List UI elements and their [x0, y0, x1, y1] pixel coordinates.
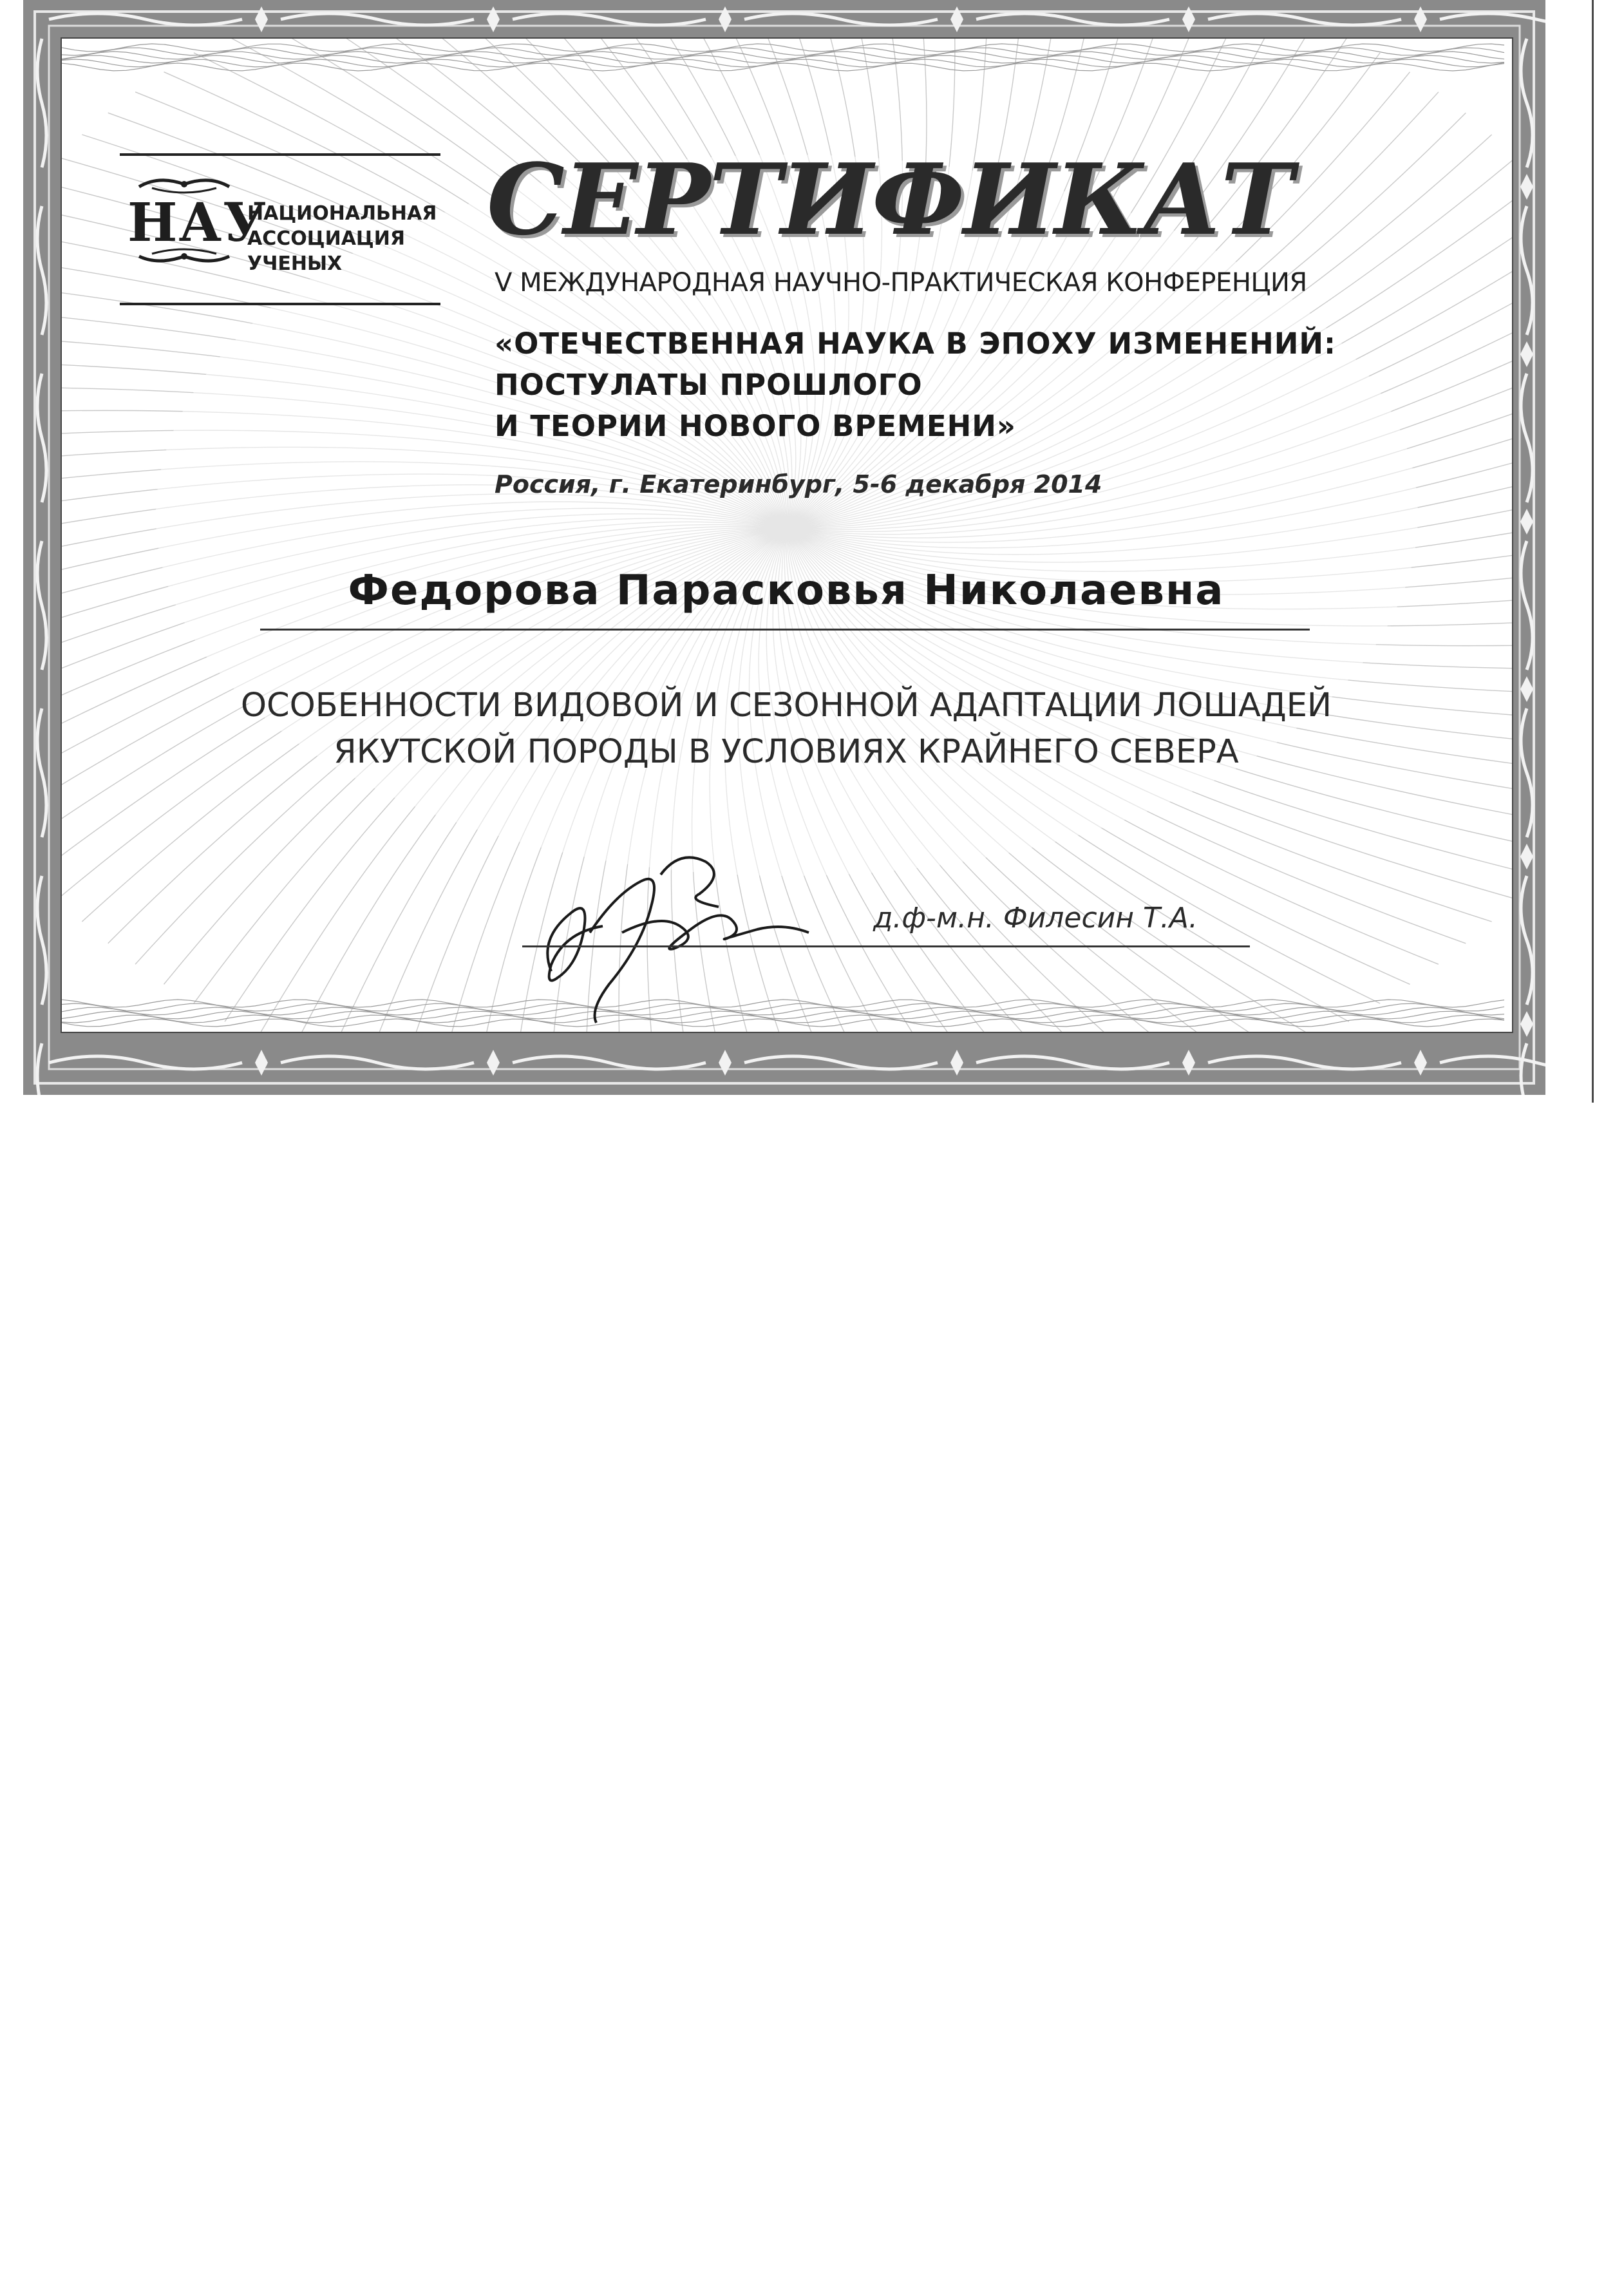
logo-name-line: АССОЦИАЦИЯ	[247, 227, 405, 250]
certificate-body	[61, 37, 1513, 1033]
certificate	[23, 0, 1545, 1095]
recipient-name: Федорова Парасковья Николаевна	[348, 567, 1225, 614]
logo-rule-bottom	[120, 303, 440, 305]
logo-abbreviation: НАУ	[127, 192, 267, 254]
paper-topic	[191, 683, 1382, 775]
logo-name	[247, 201, 440, 276]
conference-name-line: И ТЕОРИИ НОВОГО ВРЕМЕНИ»	[495, 409, 1016, 443]
signatory-name: д.ф-м.н. Филесин Т.А.	[873, 902, 1198, 935]
conference-name-line: «ОТЕЧЕСТВЕННАЯ НАУКА В ЭПОХУ ИЗМЕНЕНИЙ:	[495, 327, 1337, 361]
logo-rule-top	[120, 153, 440, 156]
logo-name-line: УЧЕНЫХ	[247, 252, 343, 275]
paper-topic-line: ОСОБЕННОСТИ ВИДОВОЙ И СЕЗОННОЙ АДАПТАЦИИ ЛОШАДЕЙ	[240, 687, 1332, 725]
signature-line	[522, 945, 1250, 947]
paper-topic-line: ЯКУТСКОЙ ПОРОДЫ В УСЛОВИЯХ КРАЙНЕГО СЕВЕРА	[334, 733, 1239, 771]
recipient-underline	[260, 629, 1310, 631]
conference-name-line: ПОСТУЛАТЫ ПРОШЛОГО	[495, 368, 923, 402]
scan-edge-line	[1592, 0, 1594, 1103]
certificate-title: СЕРТИФИКАТ	[487, 142, 1292, 257]
logo-name-line: НАЦИОНАЛЬНАЯ	[247, 202, 437, 225]
conference-edition: V МЕЖДУНАРОДНАЯ НАУЧНО-ПРАКТИЧЕСКАЯ КОНФЕРЕНЦИЯ	[495, 268, 1307, 298]
location-date: Россия, г. Екатеринбург, 5-6 декабря 2014	[495, 470, 1102, 498]
association-logo	[120, 134, 442, 314]
handwritten-signature	[513, 836, 835, 1029]
conference-name	[495, 323, 1460, 447]
